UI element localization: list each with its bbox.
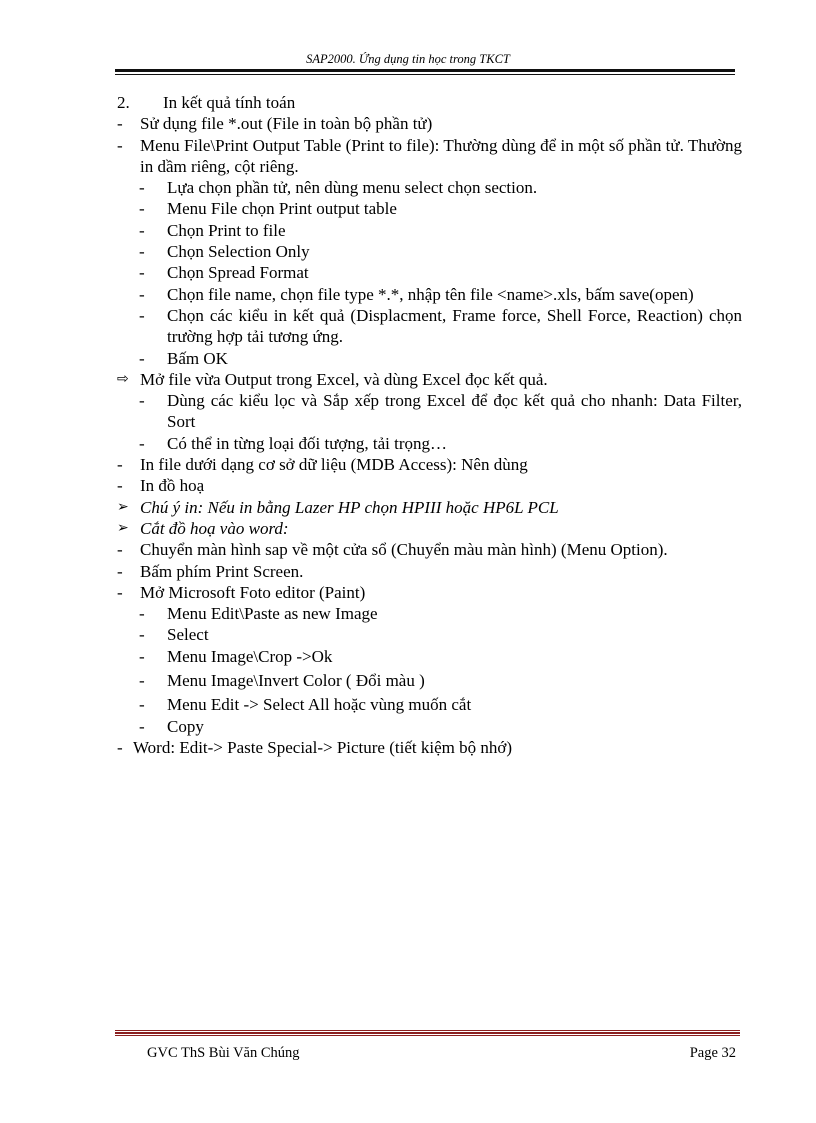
bullet-arrow-icon: ➢ bbox=[117, 498, 129, 515]
list-item: - Word: Edit-> Paste Special-> Picture (tiết kiệm bộ nhớ) bbox=[117, 737, 512, 757]
footer-rule bbox=[115, 1030, 740, 1036]
header-rule bbox=[115, 69, 735, 75]
list-item: - Copy bbox=[139, 716, 204, 736]
page-number: Page 32 bbox=[689, 1045, 736, 1061]
list-item: - Menu Image\Crop ->Ok bbox=[139, 646, 333, 666]
list-item: - Bấm OK bbox=[139, 348, 228, 368]
list-item: - Select bbox=[139, 625, 209, 645]
list-item: - In đồ hoạ bbox=[117, 476, 205, 496]
list-item: - Chọn Selection Only bbox=[139, 242, 310, 262]
list-item: - Lựa chọn phần tử, nên dùng menu select chọn section. bbox=[139, 178, 538, 198]
list-item: - Menu Edit -> Select All hoặc vùng muốn cắt bbox=[139, 695, 472, 715]
list-item: - Menu Image\Invert Color ( Đổi màu ) bbox=[139, 671, 425, 691]
list-item: - Menu File chọn Print output table bbox=[139, 199, 397, 219]
list-item: - Chuyển màn hình sap về một cửa sổ (Chuyển màu màn hình) (Menu Option). bbox=[117, 540, 668, 560]
list-item: - Chọn Print to file bbox=[139, 220, 286, 240]
list-item: - Chọn các kiểu in kết quả (Displacment, Frame force, Shell Force, Reaction) chọn trường hợp tải tương ứng. bbox=[139, 305, 742, 347]
list-item: - Menu File\Print Output Table (Print to file): Thường dùng để in một số phần tử. Thường in dầm riêng, cột riêng. bbox=[117, 135, 742, 176]
list-item: - Sử dụng file *.out (File in toàn bộ phần tử) bbox=[117, 114, 433, 134]
page-header: SAP2000. Ứng dụng tin học trong TKCT bbox=[306, 52, 510, 66]
bullet-arrow-icon: ➢ bbox=[117, 519, 129, 536]
document-body bbox=[117, 92, 742, 758]
list-item: - Dùng các kiểu lọc và Sắp xếp trong Excel để đọc kết quả cho nhanh: Data Filter, Sort bbox=[139, 391, 742, 432]
list-item: - Có thể in từng loại đối tượng, tải trọng… bbox=[139, 433, 448, 453]
footer-author: GVC ThS Bùi Văn Chúng bbox=[147, 1045, 300, 1061]
section-heading bbox=[117, 92, 742, 113]
list-item: - In file dưới dạng cơ sở dữ liệu (MDB Access): Nên dùng bbox=[117, 455, 528, 475]
arrow-item: ⇨ Mở file vừa Output trong Excel, và dùng Excel đọc kết quả. bbox=[117, 369, 548, 389]
section-number: 2. bbox=[117, 93, 130, 112]
list-item: - Chọn file name, chọn file type *.*, nhập tên file <name>.xls, bấm save(open) bbox=[139, 284, 694, 304]
arrow-icon: ⇨ bbox=[117, 370, 129, 387]
note-item: ➢ Chú ý in: Nếu in bằng Lazer HP chọn HPIII hoặc HP6L PCL bbox=[117, 497, 559, 517]
list-item: - Bấm phím Print Screen. bbox=[117, 561, 304, 581]
list-item: - Chọn Spread Format bbox=[139, 263, 309, 283]
section-title: In kết quả tính toán bbox=[163, 93, 296, 112]
list-item: - Mở Microsoft Foto editor (Paint) bbox=[117, 582, 366, 602]
list-item: - Menu Edit\Paste as new Image bbox=[139, 604, 378, 624]
note-item: ➢ Cắt đồ hoạ vào word: bbox=[117, 518, 289, 538]
